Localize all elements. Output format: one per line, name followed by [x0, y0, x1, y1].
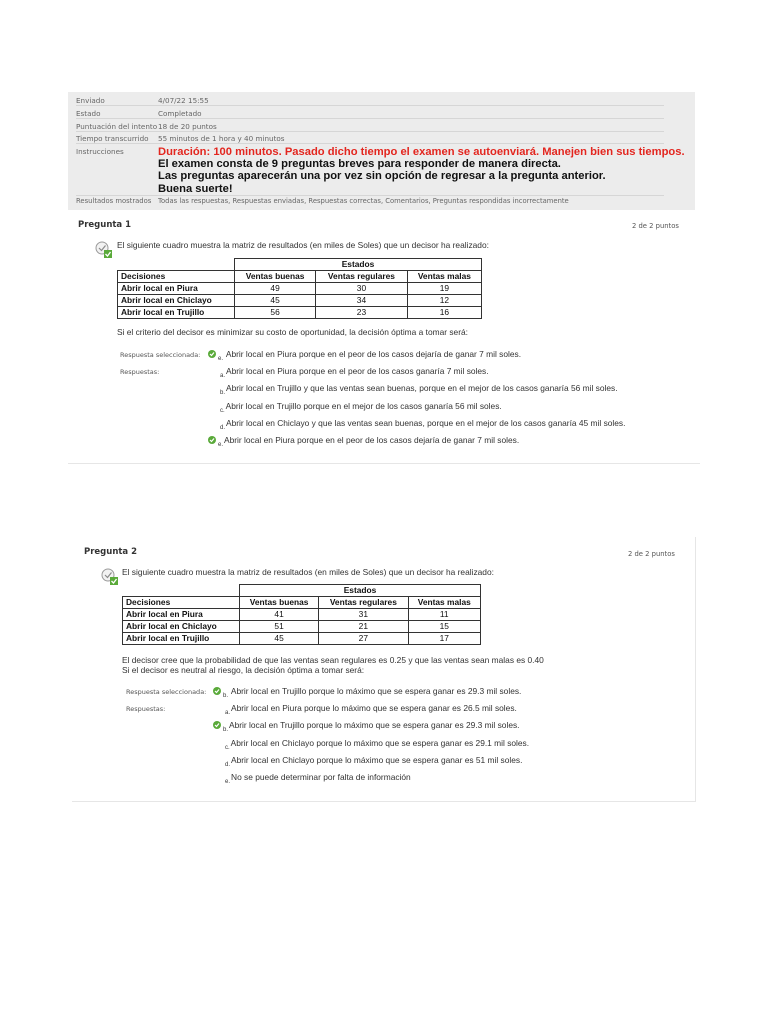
- col-header: Decisiones: [123, 597, 240, 609]
- results-matrix: [117, 258, 482, 319]
- question-text: El decisor cree que la probabilidad de que las ventas sean regulares es 0.25 y que las ventas sean malas es 0.40: [122, 655, 544, 665]
- question-text: Si el criterio del decisor es minimizar su costo de oportunidad, la decisión óptima a tomar será:: [117, 327, 468, 337]
- check-circle-icon: [208, 350, 216, 358]
- selected-answer-label: Respuesta seleccionada:: [120, 351, 201, 359]
- divider: [76, 105, 664, 106]
- divider: [76, 131, 664, 132]
- selected-answer: $_{e.}$ Abrir local en Piura porque en el peor de los casos dejaría de ganar 7 mil soles.: [208, 349, 521, 359]
- question-title: Pregunta 2: [84, 547, 138, 557]
- results-matrix: [122, 584, 481, 645]
- answer-option-b: $_{b.}$Abrir local en Trujillo y que las ventas sean buenas, porque en el mejor de los casos ganaría 56 mil soles.: [220, 383, 618, 396]
- table-row: Abrir local en Chiclayo 51 21 15: [123, 621, 481, 633]
- col-header: Ventas malas: [408, 597, 481, 609]
- instructions-text: Duración: 100 minutos. Pasado dicho tiempo el examen se autoenviará. Manejen bien sus tiempos. El examen consta de 9 preguntas breves para responder de manera directa. Las preguntas aparecerán una por vez sin opción de regresar a la pregunta anterior. Buena suerte!: [158, 146, 685, 195]
- graded-check-icon: [95, 241, 111, 257]
- selected-answer: $_{b.}$ Abrir local en Trujillo porque lo máximo que se espera ganar es 29.3 mil soles.: [213, 686, 521, 696]
- divider: [76, 195, 664, 196]
- divider: [76, 143, 664, 144]
- check-circle-icon: [208, 436, 216, 444]
- answer-option-a: $_{a.}$Abrir local en Piura porque en el peor de los casos ganaría 7 mil soles.: [220, 366, 489, 379]
- selected-answer-label: Respuesta seleccionada:: [126, 688, 207, 696]
- answer-option-a: $_{a.}$Abrir local en Piura porque lo máximo que se espera ganar es 26.5 mil soles.: [225, 703, 517, 716]
- answer-option-e: $_{e.}$No se puede determinar por falta de información: [225, 772, 411, 785]
- graded-check-icon: [101, 568, 117, 584]
- question-title: Pregunta 1: [78, 220, 132, 230]
- attempt-summary: Enviado 4/07/22 15:55 Estado Completado Puntuación del intento 18 de 20 puntos Tiempo transcurrido 55 minutos de 1 hora y 40 minutos Instrucciones Duración: 100 minutos. Pasado dicho tiempo el examen se autoenviará. Manejen bien sus tiempos. El examen consta de 9 preguntas breves para responder de manera directa. Las preguntas aparecerán una por vez sin opción de regresar a la pregunta anterior. Buena suerte! Resultados mostrados Todas las respuestas, Respuestas enviadas, Respuestas correctas, Comentarios, Preguntas respondidas incorrectamente: [68, 92, 695, 210]
- table-row: Abrir local en Piura 49 30 19: [118, 283, 482, 295]
- col-header: Ventas malas: [407, 271, 481, 283]
- col-header: Ventas regulares: [316, 271, 408, 283]
- question-points: 2 de 2 puntos: [632, 222, 679, 230]
- divider: [76, 118, 664, 119]
- question-intro: El siguiente cuadro muestra la matriz de resultados (en miles de Soles) que un decisor ha realizado:: [122, 567, 494, 577]
- answer-option-d: $_{d.}$Abrir local en Chiclayo porque lo máximo que se espera ganar es 51 mil soles.: [225, 755, 523, 768]
- col-header: Ventas buenas: [235, 271, 316, 283]
- question-intro: El siguiente cuadro muestra la matriz de resultados (en miles de Soles) que un decisor ha realizado:: [117, 240, 489, 250]
- answer-option-c: $_{c.}$Abrir local en Chiclayo porque lo máximo que se espera ganar es 29.1 mil soles.: [225, 738, 530, 751]
- group-header: Estados: [240, 585, 481, 597]
- col-header: Ventas buenas: [240, 597, 319, 609]
- table-row: Abrir local en Piura 41 31 11: [123, 609, 481, 621]
- table-row: Abrir local en Chiclayo 45 34 12: [118, 295, 482, 307]
- table-row: Abrir local en Trujillo 45 27 17: [123, 633, 481, 645]
- answer-option-c: $_{c.}$Abrir local en Trujillo porque en el mejor de los casos ganaría 56 mil soles.: [220, 401, 502, 414]
- group-header: Estados: [235, 259, 482, 271]
- check-circle-icon: [213, 721, 221, 729]
- question-points: 2 de 2 puntos: [628, 550, 675, 558]
- question-text: Si el decisor es neutral al riesgo, la decisión óptima a tomar será:: [122, 665, 365, 675]
- answer-option-d: $_{d.}$Abrir local en Chiclayo y que las ventas sean buenas, porque en el mejor de los casos ganaría 45 mil soles.: [220, 418, 626, 431]
- answers-label: Respuestas:: [126, 705, 166, 713]
- table-row: Abrir local en Trujillo 56 23 16: [118, 307, 482, 319]
- col-header: Ventas regulares: [319, 597, 408, 609]
- check-circle-icon: [213, 687, 221, 695]
- answer-option-b: $_{b.}$Abrir local en Trujillo porque lo máximo que se espera ganar es 29.3 mil soles.: [213, 720, 520, 730]
- answer-option-e: $_{e.}$Abrir local en Piura porque en el peor de los casos dejaría de ganar 7 mil soles.: [208, 435, 519, 445]
- col-header: Decisiones: [118, 271, 235, 283]
- answers-label: Respuestas:: [120, 368, 160, 376]
